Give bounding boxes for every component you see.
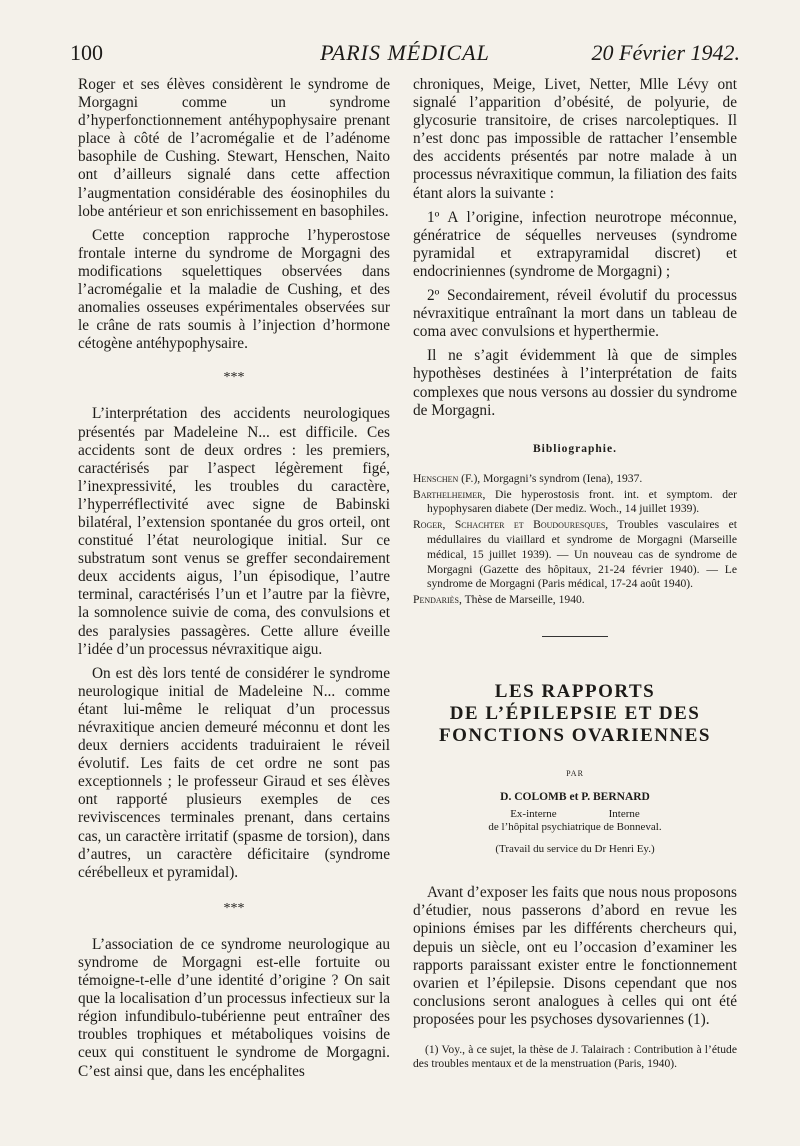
article-title: [413, 681, 737, 747]
issue-date: 20 Février 1942.: [591, 40, 740, 65]
bibliography-text: , Die hyperostosis front. int. et symptom. der hypophysaren diabete (Der mediz. Woch., 14 juillet 1939).: [427, 487, 737, 516]
bibliography-author: Roger, Schachter et Boudouresques: [413, 518, 606, 532]
bibliography-author: Pendariès: [413, 593, 460, 607]
bibliography-entry: [413, 488, 737, 518]
by-label: PAR: [566, 768, 584, 778]
footnote: (1) Voy., à ce sujet, la thèse de J. Talairach : Contribution à l’étude des troubles mentaux et de la menstruation (Paris, 1940).: [413, 1042, 737, 1071]
bibliography-text: , Troubles vasculaires et médullaires du viaillard et syndrome de Morgagni (Marseille médical, 15 juillet 1939). — Un nouveau cas de syndrome de Morgagni (Gazette des hôpitaux, 21-24 février 1940). — Le syndrome de Morgagni (Paris médical, 17-24 août 1940).: [427, 518, 737, 591]
paragraph: Cette conception rapproche l’hyperostose frontale interne du syndrome de Morgagni des modifications squelettiques observées dans l’acromégalie et la maladie de Cushing, et des anomalies osseuses expérimentales observées sur le crâne de rats soumis à l’injection d’hormone cétogène antéhypophysaire.: [78, 226, 390, 353]
left-column: [78, 76, 390, 1087]
author-roles: [413, 808, 737, 834]
right-column: [413, 76, 737, 1072]
article-authors: D. COLOMB et P. BERNARD: [500, 791, 650, 804]
affiliation: de l’hôpital psychiatrique de Bonneval.: [488, 821, 662, 834]
section-separator: ***: [223, 370, 245, 386]
bibliography-text: (F.), Morgagni’s syndrom (Iena), 1937.: [458, 471, 643, 485]
paragraph: L’association de ce syndrome neurologique au syndrome de Morgagni est-elle fortuite ou témoigne-t-elle d’une identité d’origine ? On sait que la localisation d’un processus infectieux sur la région infundibulo-tubérienne peut entraîner des troubles trophiques et métaboliques voisins de ceux qui constituent le syndrome de Morgagni. C’est ainsi que, dans les encéphalites: [78, 935, 390, 1080]
paragraph: Roger et ses élèves considèrent le syndrome de Morgagni comme un syndrome d’hyperfonctionnement antéhypophysaire prenant place à côté de l’acromégalie et de l’adénome basophile de Cushing. Stewart, Henschen, Naito ont d’ailleurs signalé dans cette affection l’augmentation considérable des éosinophiles du lobe antérieur et son enrichissement en basophiles.: [78, 76, 390, 220]
article-title-line: DE L’ÉPILEPSIE ET DES: [449, 702, 701, 724]
paragraph: Il ne s’agit évidemment là que de simples hypothèses destinées à l’interprétation de faits complexes que nous versons au dossier du syndrome de Morgagni.: [413, 347, 737, 419]
paragraph: L’interprétation des accidents neurologiques présentés par Madeleine N... est difficile. Ces accidents sont de deux ordres : les premiers, caractérisés par l’aspect légèrement figé, l’inexpressivité, les troubles du caractère, l’hyperréflectivité avec signe de Babinski bilatéral, l’extension spontanée du gros orteil, ont constitué l’état neurologique initial. Sur ce substratum sont venus se greffer secondairement deux accidents aigus, l’un épisodique, l’autre terminal, caractérisés l’un et l’autre par la fièvre, la somnolence suivie de coma, des convulsions et des paralysies passagères. Cette allure éveille l’idée d’un processus névraxitique aigu.: [78, 405, 390, 658]
bibliography-entry: [413, 593, 737, 608]
paragraph: chroniques, Meige, Livet, Netter, Mlle Lévy ont signalé l’apparition d’obésité, de polyurie, de glycosurie transitoire, de crises narcoleptiques. Il n’est donc pas impossible de rattacher l’ensemble des accidents présentés par notre malade à un processus névraxitique commun, la filiation des faits étant alors la suivante :: [413, 76, 737, 202]
journal-title: PARIS MÉDICAL: [320, 40, 490, 65]
bibliography-author: Henschen: [413, 471, 459, 485]
intro-paragraph: Avant d’exposer les faits que nous nous proposons d’étudier, nous passerons d’abord en revue les opinions émises par les différents chercheurs qui, depuis un siècle, ont eu l’occasion d’examiner les rapports paraissant exister entre le fonctionnement ovarien et l’épilepsie. Disons cependant que nos conclusions seront analogues à celles qui ont été proposées pour les psychoses dysovariennes (1).: [413, 884, 737, 1028]
paragraph: 2º Secondairement, réveil évolutif du processus névraxitique entraînant la mort dans un tableau de coma avec convulsions et hyperthermie.: [413, 287, 737, 341]
page-number: 100: [70, 40, 103, 65]
running-header: [70, 40, 740, 70]
section-separator: ***: [223, 900, 245, 916]
paragraph: 1º A l’origine, infection neurotrope méconnue, génératrice de séquelles nerveuses (syndrome pyramidal et extrapyramidal discret) et endocriniennes (syndrome de Morgagni) ;: [413, 208, 737, 280]
bibliography-entry: [413, 518, 737, 592]
bibliography-list: [413, 472, 737, 608]
bibliography-entry: [413, 472, 737, 487]
bibliography-text: , Thèse de Marseille, 1940.: [459, 593, 585, 607]
author-role-right: Interne: [608, 808, 640, 821]
author-role-left: Ex-interne: [510, 808, 557, 821]
divider: [542, 636, 608, 637]
bibliography-heading: Bibliographie.: [533, 442, 617, 455]
paragraph: On est dès lors tenté de considérer le syndrome neurologique initial de Madeleine N... comme étant lui-même le reliquat d’un processus névraxitique ancien demeuré méconnu et dont les deux derniers accidents traduiraient le réveil évolutif. Les faits de cet ordre ne sont pas exceptionnels ; le professeur Giraud et ses élèves ont rapporté plusieurs exemples de ces reviviscences terminales prenant, dans certains cas, un caractère irritatif (spasme de torsion), dans d’autres, un caractère déficitaire (syndrome cérébelleux et pyramidal).: [78, 664, 390, 881]
work-note: (Travail du service du Dr Henri Ey.): [495, 843, 655, 856]
article-title-line: LES RAPPORTS: [494, 680, 656, 702]
bibliography-author: Barthelheimer: [413, 487, 483, 501]
article-title-line: FONCTIONS OVARIENNES: [439, 724, 711, 746]
